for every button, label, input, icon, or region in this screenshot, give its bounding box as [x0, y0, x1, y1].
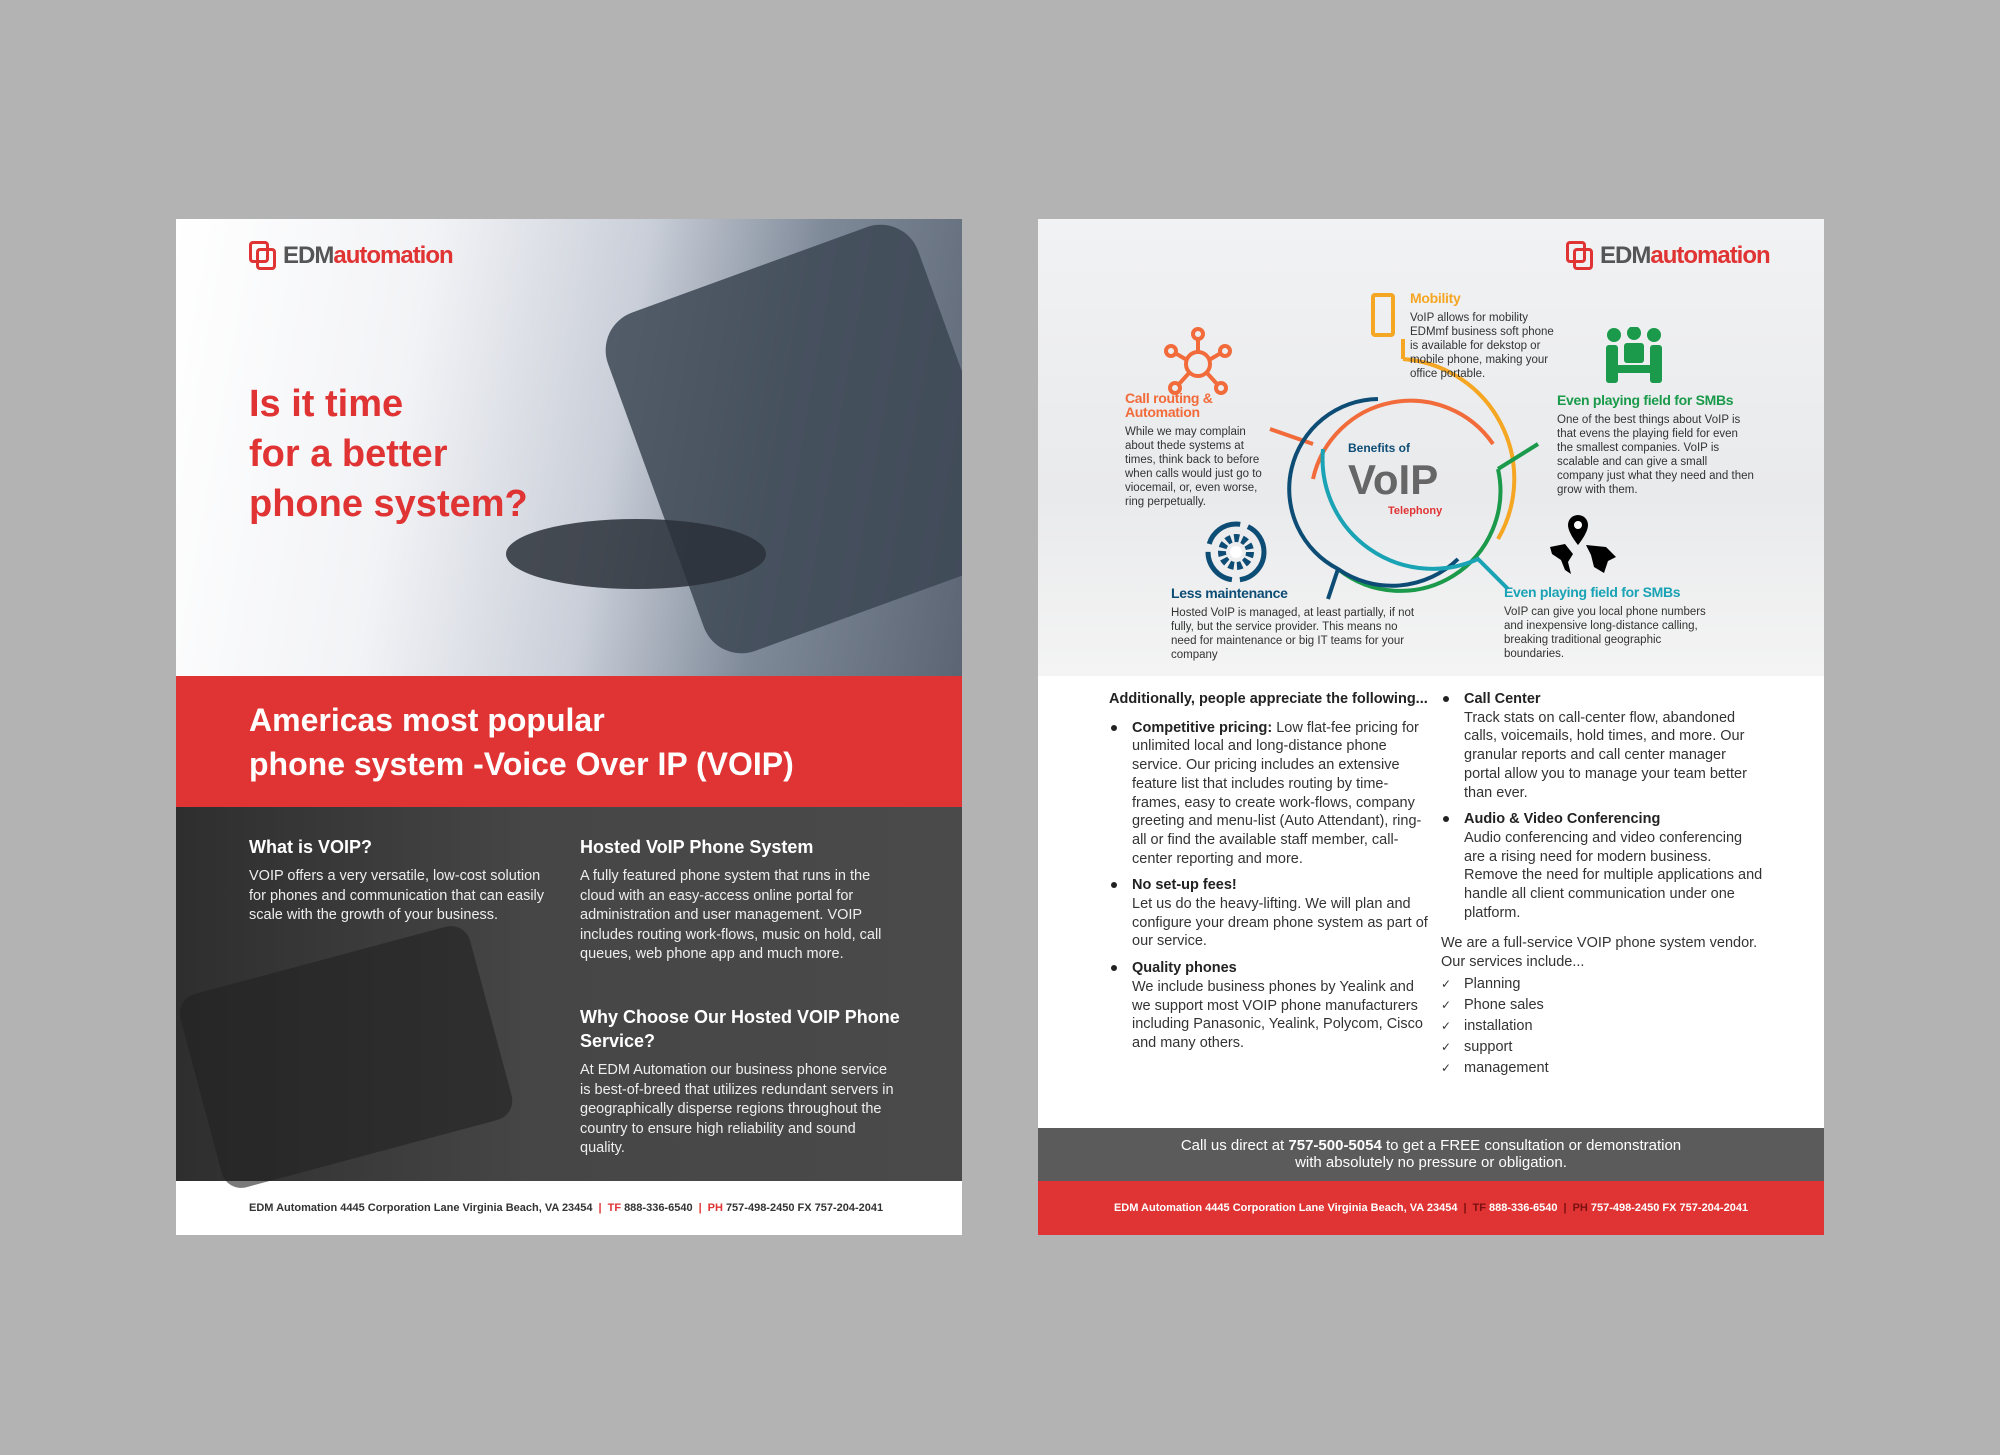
- bullet-body: We include business phones by Yealink and we support most VOIP phone manufacturers including Panasonic, Yealink, Polycom, Cisco and many others.: [1132, 978, 1423, 1051]
- ph-number: 757-498-2450 FX 757-204-2041: [1590, 1202, 1749, 1214]
- cta-text: Call us direct at: [1180, 1137, 1289, 1154]
- edm-logo: [1566, 241, 1770, 271]
- headline-line: Is it time: [249, 383, 404, 425]
- ph-label: PH: [707, 1202, 723, 1214]
- bullet-title: No set-up fees!: [1132, 877, 1237, 894]
- flyer-front-page: [176, 219, 962, 1235]
- bullet-title: Audio & Video Conferencing: [1464, 811, 1661, 828]
- cta-phone[interactable]: 757-500-5054: [1288, 1137, 1382, 1154]
- bullet-title: Call Center: [1464, 691, 1541, 707]
- headline: [249, 379, 528, 529]
- bullet-item: [1441, 810, 1763, 922]
- section-heading: Hosted VoIP Phone System: [580, 837, 814, 857]
- benefit-title: Even playing field for SMBs: [1504, 584, 1681, 600]
- service-item: ✓ Phone sales: [1441, 995, 1763, 1016]
- bullet-body: Track stats on call-center flow, abandoned calls, voicemails, hold times, and more. Our granular reports and call center manager portal allow you to manage your team better than ever.: [1464, 709, 1747, 801]
- section-body: VOIP offers a very versatile, low-cost solution for phones and communication that can easily scale with the growth of your business.: [249, 868, 545, 923]
- tf-number: 888-336-6540: [1489, 1202, 1558, 1214]
- call-routing-benefit: [1125, 391, 1275, 509]
- call-to-action-bar: [1038, 1128, 1824, 1181]
- banner-line: phone system -Voice Over IP (VOIP): [249, 746, 794, 782]
- benefit-body: VoIP allows for mobility EDMmf business soft phone is available for dekstop or mobile phone, making your office portable.: [1410, 312, 1554, 380]
- headline-line: for a better: [249, 433, 448, 475]
- bullet-title: Quality phones: [1132, 960, 1237, 977]
- logo-edm: EDM: [283, 242, 334, 269]
- footer-address: EDM Automation 4445 Corporation Lane Virginia Beach, VA 23454: [249, 1202, 593, 1214]
- benefit-title: Less maintenance: [1171, 585, 1288, 601]
- bullet-item: [1441, 690, 1763, 802]
- bullet-title: Competitive pricing:: [1132, 719, 1273, 736]
- gear-icon: [1203, 519, 1269, 585]
- bullet-item: [1109, 719, 1431, 869]
- cta-text: to get a FREE consultation or demonstration: [1381, 1137, 1682, 1154]
- why-choose: [580, 1005, 900, 1159]
- footer: EDM Automation 4445 Corporation Lane Virginia Beach, VA 23454 | TF 888-336-6540 | PH 757-498-2450 FX 757-204-2041: [1038, 1181, 1824, 1235]
- mobility-benefit: [1410, 291, 1560, 381]
- service-item: ✓ Planning: [1441, 974, 1763, 995]
- bullet-body: Low flat-fee pricing for unlimited local and long-distance phone service. Our pricing includes an extensive feature list that includes routing by time-frames, easy to create work-flows, company greeting and menu-list (Auto Attendant), ring-all or find the available staff member, call-center reporting and more.: [1132, 719, 1422, 867]
- benefits-of: Benefits of: [1348, 441, 1411, 455]
- maintenance-benefit: [1171, 586, 1421, 662]
- section-body: At EDM Automation our business phone service is best-of-breed that utilizes redundant servers in geographically disperse regions throughout the country to ensure high reliability and sound quality.: [580, 1062, 894, 1156]
- office-phone-photo: [176, 922, 517, 1193]
- hosted-voip: [580, 835, 900, 965]
- network-hub-icon: [1163, 326, 1233, 396]
- bullet-body: Audio conferencing and video conferencing are a rising need for modern business. Remove the need for multiple applications and handle all client communication under one platform.: [1464, 829, 1763, 921]
- benefit-title: Call routing & Automation: [1125, 390, 1213, 420]
- footer-address: EDM Automation 4445 Corporation Lane Virginia Beach, VA 23454: [1113, 1202, 1458, 1214]
- info-section: [176, 807, 962, 1181]
- services-intro: We are a full-service VOIP phone system vendor. Our services include...: [1441, 935, 1758, 971]
- what-is-voip: [249, 835, 549, 926]
- world-map-pin-icon: [1548, 515, 1618, 581]
- benefit-body: Hosted VoIP is managed, at least partially, if not fully, but the service provider. This means no need for maintenance or big IT teams for your company: [1171, 607, 1415, 661]
- voip-word: VoIP: [1348, 456, 1439, 503]
- benefit-title: Mobility: [1410, 290, 1461, 306]
- ph-label: PH: [1572, 1202, 1588, 1214]
- service-item: ✓ support: [1441, 1037, 1763, 1058]
- cta-text: with absolutely no pressure or obligation.: [1295, 1154, 1567, 1171]
- section-heading: Why Choose Our Hosted VOIP Phone Service?: [580, 1007, 900, 1051]
- banner-line: Americas most popular: [249, 702, 605, 738]
- benefit-body: While we may complain about thede systems at times, think back to before when calls would just go to viocemail, or, even worse, ring perpetually.: [1125, 426, 1262, 508]
- logo-automation: automation: [1650, 242, 1770, 269]
- section-body: A fully featured phone system that runs in the cloud with an easy-access online portal for administration and user management. VOIP includes routing work-flows, music on hold, call queues, web phone app and much more.: [580, 868, 882, 962]
- details-section: [1038, 676, 1824, 1128]
- voip-benefits-infographic: [1038, 219, 1824, 676]
- bullet-item: [1109, 959, 1431, 1053]
- tf-label: TF: [607, 1202, 622, 1214]
- flyer-back-page: [1038, 219, 1824, 1235]
- geo-benefit: [1504, 585, 1724, 661]
- business-people-icon: [1604, 327, 1664, 387]
- benefit-body: One of the best things about VoIP is that evens the playing field for even the smallest companies. VoIP is scalable and can give a small company just what they need and then grow with them.: [1557, 414, 1754, 496]
- red-banner: [176, 676, 962, 807]
- telephony: Telephony: [1388, 505, 1443, 517]
- service-item: ✓ management: [1441, 1058, 1763, 1079]
- mobile-phone-icon: [1371, 293, 1395, 337]
- footer: EDM Automation 4445 Corporation Lane Virginia Beach, VA 23454 | TF 888-336-6540 | PH 757-498-2450 FX 757-204-2041: [249, 1202, 884, 1214]
- smb-benefit: [1557, 393, 1757, 497]
- bullet-body: Let us do the heavy-lifting. We will plan and configure your dream phone system as part of our service.: [1132, 896, 1428, 950]
- logo-edm: EDM: [1600, 242, 1651, 269]
- logo-icon: [1566, 241, 1594, 271]
- voip-title: [1348, 441, 1442, 517]
- logo-automation: automation: [333, 242, 453, 269]
- ph-number: 757-498-2450 FX 757-204-2041: [725, 1202, 884, 1214]
- tf-number: 888-336-6540: [624, 1202, 693, 1214]
- tf-label: TF: [1472, 1202, 1486, 1214]
- headline-line: phone system?: [249, 483, 528, 525]
- logo-icon: [249, 241, 277, 271]
- service-item: ✓ installation: [1441, 1016, 1763, 1037]
- intro-text: Additionally, people appreciate the following...: [1109, 691, 1428, 707]
- bullet-item: [1109, 876, 1431, 951]
- benefit-body: VoIP can give you local phone numbers and inexpensive long-distance calling, breaking traditional geographic boundaries.: [1504, 606, 1706, 660]
- edm-logo: [249, 241, 453, 271]
- section-heading: What is VOIP?: [249, 837, 373, 857]
- benefit-title: Even playing field for SMBs: [1557, 392, 1734, 408]
